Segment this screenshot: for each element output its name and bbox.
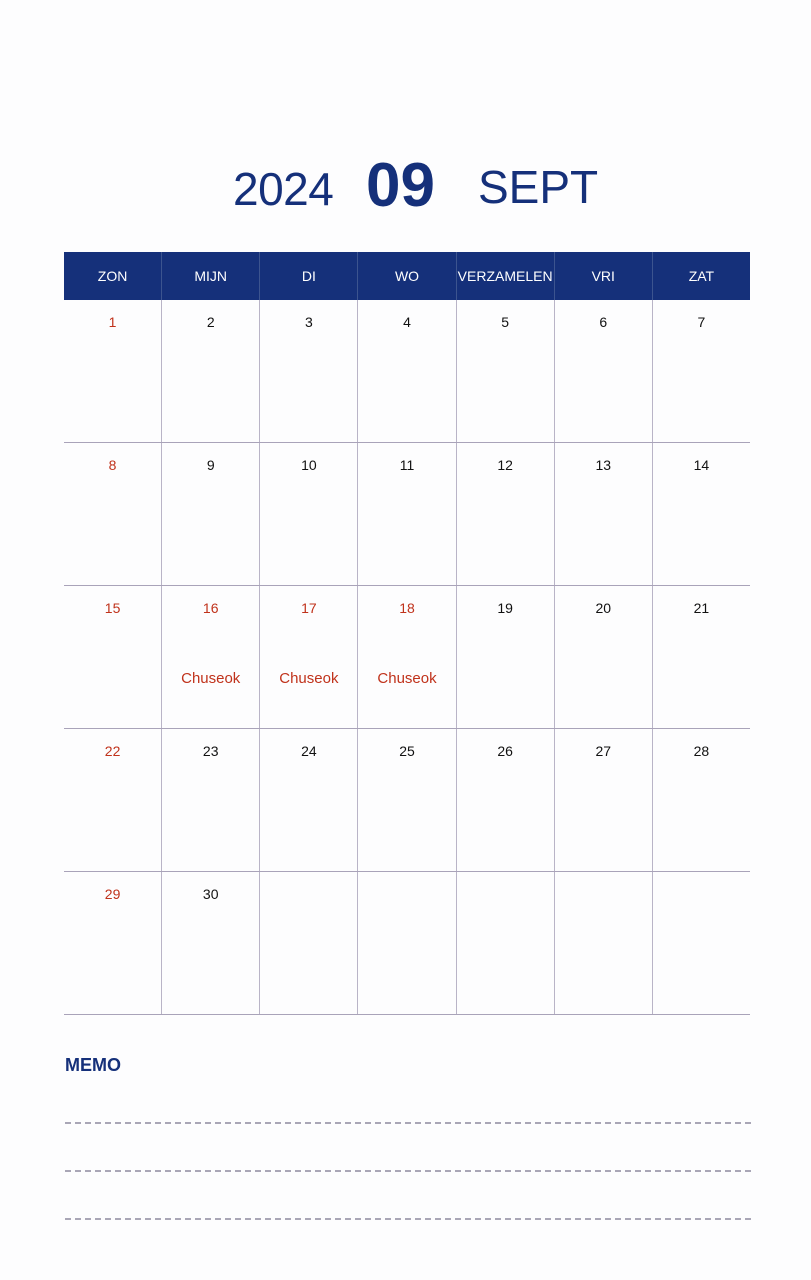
day-number: 21 <box>693 600 710 616</box>
day-number: 22 <box>104 743 121 759</box>
day-cell <box>161 729 259 871</box>
day-number: 17 <box>301 600 317 616</box>
day-number: 11 <box>399 457 415 473</box>
day-number: 25 <box>399 743 415 759</box>
day-number: 15 <box>104 600 121 616</box>
day-cell <box>161 586 259 728</box>
day-cell <box>456 586 554 728</box>
day-cell <box>259 300 357 442</box>
day-cell <box>64 872 161 1014</box>
day-number: 10 <box>301 457 317 473</box>
day-number: 18 <box>399 600 415 616</box>
week-row <box>64 300 750 443</box>
day-number: 24 <box>301 743 317 759</box>
year-label: 2024 <box>233 163 334 215</box>
day-number: 29 <box>104 886 121 902</box>
day-number: 13 <box>595 457 612 473</box>
empty-day-cell <box>357 872 455 1014</box>
day-cell <box>652 729 750 871</box>
week-row <box>64 729 750 872</box>
day-cell <box>259 729 357 871</box>
memo-line <box>65 1170 751 1172</box>
day-number: 1 <box>108 314 117 330</box>
day-cell <box>259 586 357 728</box>
day-number: 6 <box>599 314 608 330</box>
day-cell <box>456 443 554 585</box>
week-row <box>64 443 750 586</box>
memo-title: MEMO <box>65 1055 121 1075</box>
day-cell <box>64 443 161 585</box>
week-row <box>64 872 750 1015</box>
weekday-header: MIJN <box>161 252 259 300</box>
week-row <box>64 586 750 729</box>
calendar-grid <box>64 252 750 1015</box>
day-cell <box>357 729 455 871</box>
day-number: 14 <box>693 457 710 473</box>
day-cell <box>357 300 455 442</box>
day-number: 12 <box>497 457 513 473</box>
empty-day-cell <box>652 872 750 1014</box>
day-cell <box>357 586 455 728</box>
weekday-header: VRI <box>554 252 652 300</box>
day-number: 7 <box>697 314 706 330</box>
day-number: 9 <box>206 457 215 473</box>
day-cell <box>554 300 652 442</box>
day-number: 4 <box>403 314 411 330</box>
day-cell <box>554 586 652 728</box>
day-number: 26 <box>497 743 513 759</box>
day-number: 2 <box>206 314 215 330</box>
day-number: 3 <box>304 314 313 330</box>
day-number: 19 <box>497 600 513 616</box>
weekday-header: VERZAMELEN <box>456 252 554 300</box>
empty-day-cell <box>554 872 652 1014</box>
day-cell <box>456 300 554 442</box>
day-event: Chuseok <box>181 670 241 687</box>
empty-day-cell <box>456 872 554 1014</box>
day-cell <box>652 300 750 442</box>
day-cell <box>259 443 357 585</box>
weekday-header: WO <box>357 252 455 300</box>
day-event: Chuseok <box>377 670 437 687</box>
memo-line <box>65 1218 751 1220</box>
day-number: 16 <box>202 600 219 616</box>
weekday-header-row <box>64 252 750 300</box>
day-cell <box>161 872 259 1014</box>
day-cell <box>357 443 455 585</box>
day-cell <box>64 586 161 728</box>
day-cell <box>554 443 652 585</box>
weeks-container <box>64 300 750 1015</box>
day-cell <box>652 443 750 585</box>
day-cell <box>652 586 750 728</box>
day-cell <box>64 729 161 871</box>
day-number: 27 <box>595 743 612 759</box>
day-cell <box>554 729 652 871</box>
day-number: 28 <box>693 743 710 759</box>
day-number: 8 <box>108 457 117 473</box>
memo-line <box>65 1122 751 1124</box>
empty-day-cell <box>259 872 357 1014</box>
day-number: 5 <box>501 314 510 330</box>
day-number: 30 <box>202 886 219 902</box>
day-cell <box>456 729 554 871</box>
day-cell <box>161 443 259 585</box>
month-name: SEPT <box>478 161 599 213</box>
day-event: Chuseok <box>279 670 339 687</box>
weekday-header: ZON <box>97 268 128 284</box>
day-number: 20 <box>595 600 612 616</box>
month-number: 09 <box>366 151 435 220</box>
weekday-header: DI <box>259 252 357 300</box>
day-cell <box>161 300 259 442</box>
day-number: 23 <box>202 743 219 759</box>
weekday-header: ZAT <box>652 252 750 300</box>
calendar-title <box>0 150 811 230</box>
day-cell <box>64 300 161 442</box>
